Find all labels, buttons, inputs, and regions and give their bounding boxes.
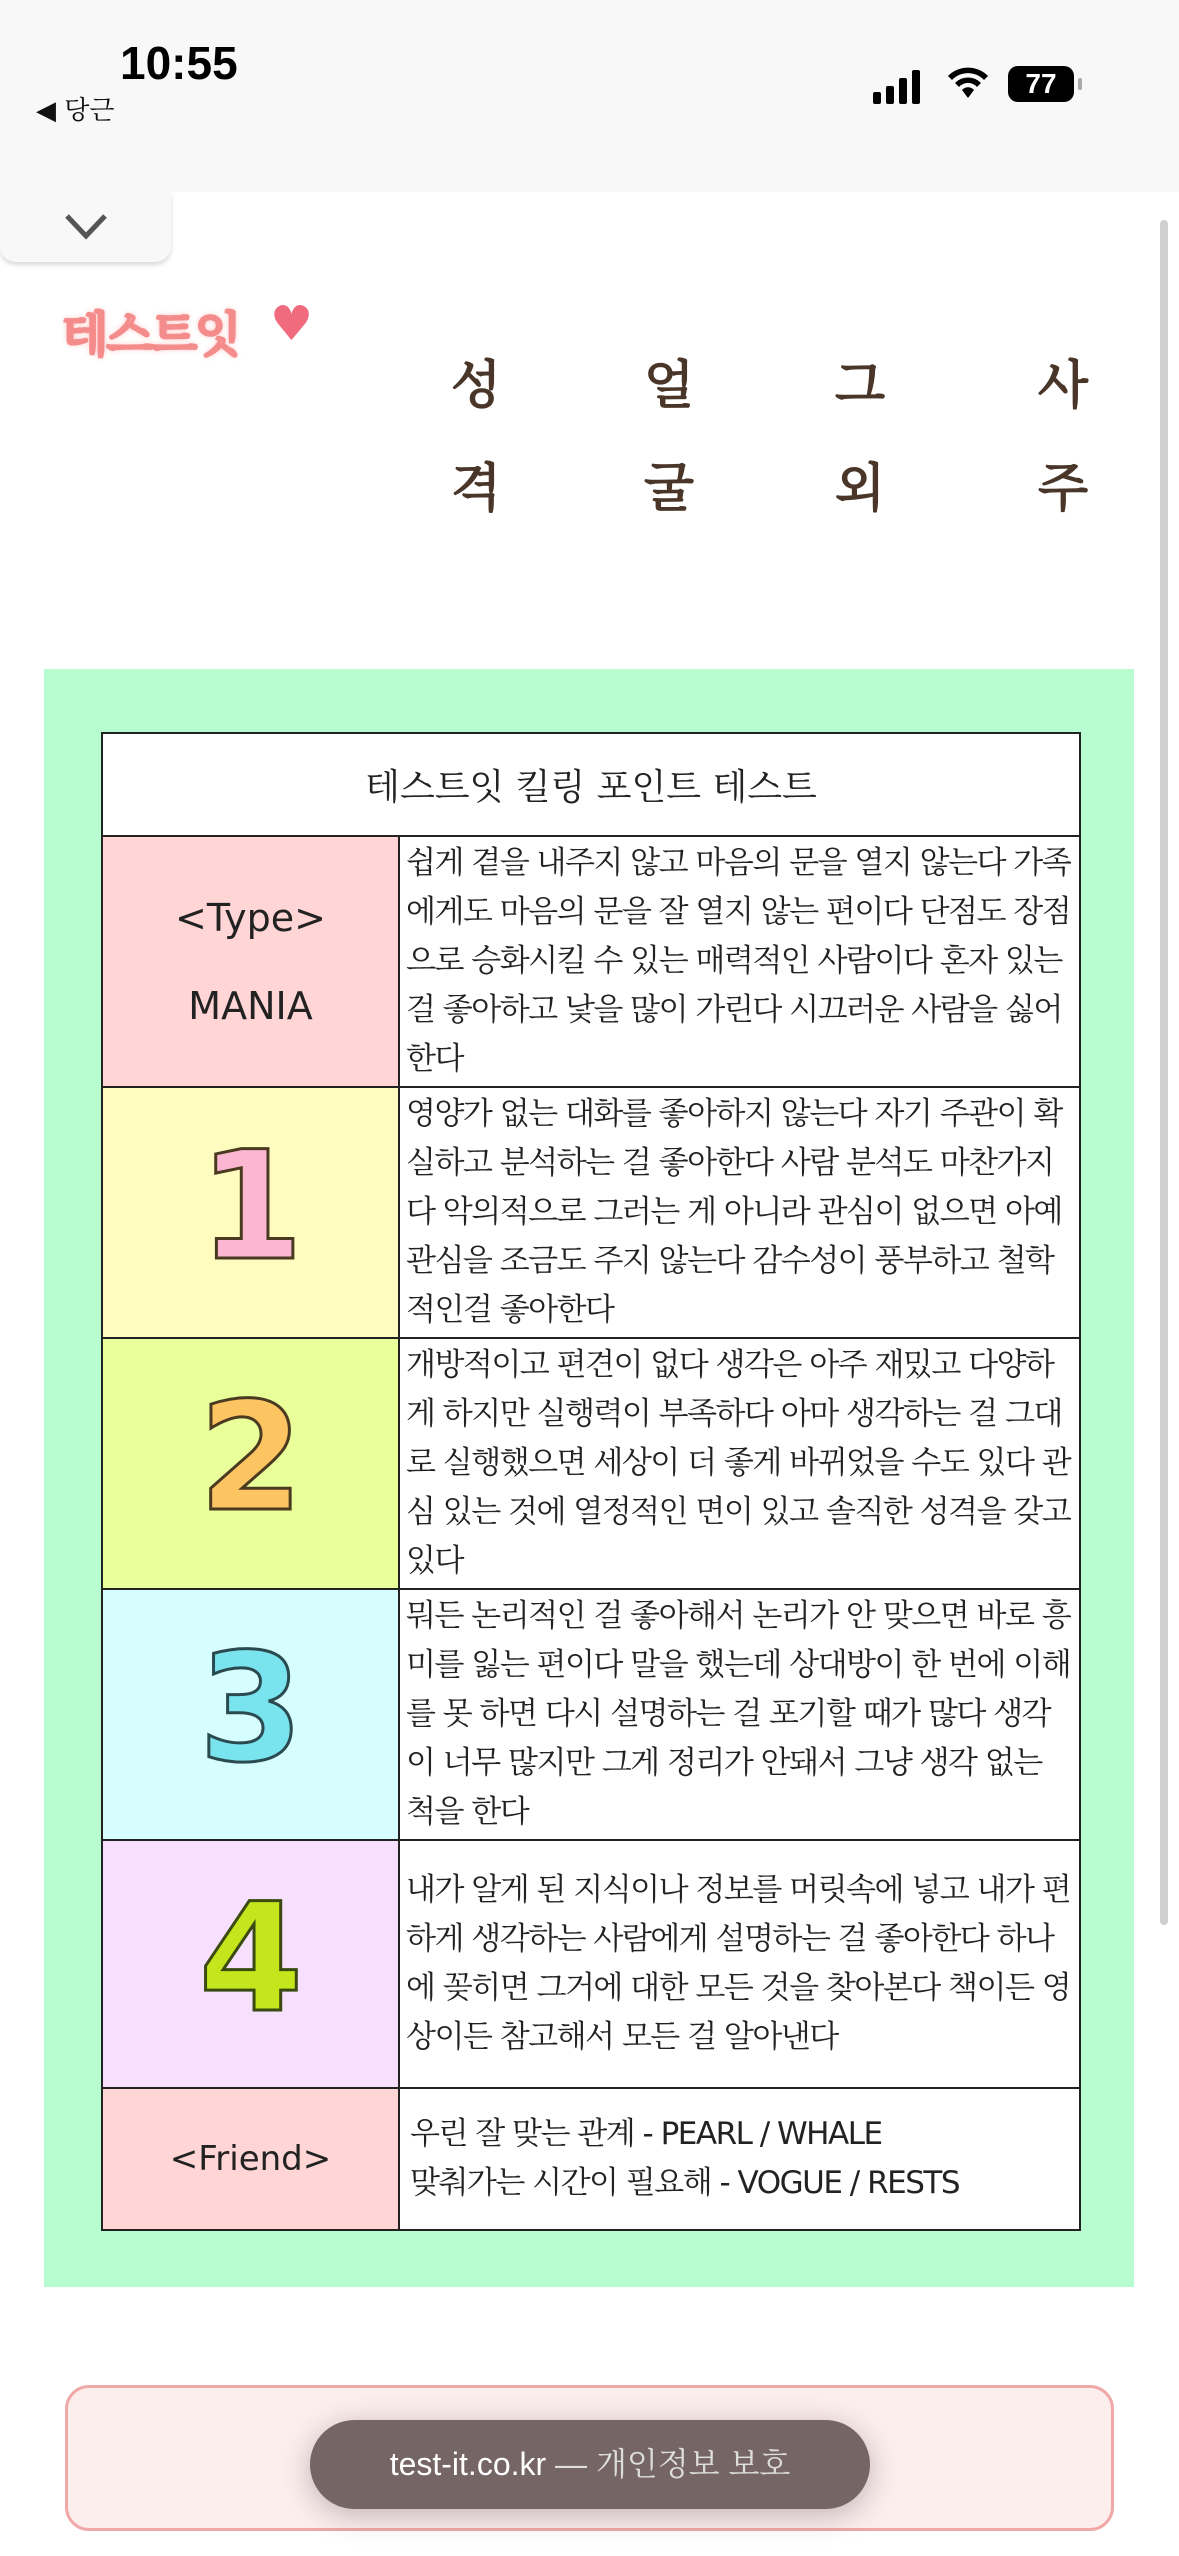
domain-text: test-it.co.kr <box>389 2446 547 2482</box>
type-label: <Type> <box>175 895 326 940</box>
wifi-icon <box>946 62 990 102</box>
nav-label: 굴 <box>643 459 695 519</box>
table-title: 테스트잇 킬링 포인트 테스트 <box>102 733 1080 836</box>
privacy-text: 개인정보 보호 <box>595 2446 791 2482</box>
separator: — <box>546 2446 596 2482</box>
chevron-down-icon <box>61 208 111 248</box>
nav-label: 얼 <box>643 356 695 416</box>
type-label-cell <box>102 836 399 1087</box>
description-cell: 쉽게 곁을 내주지 않고 마음의 문을 열지 않는다 가족에게도 마음의 문을 잘 열지 않는 편이다 단점도 장점으로 승화시킬 수 있는 매력적인 사람이다 혼자 있는 걸 좋아하고 낯을 많이 가린다 시끄러운 사람을 싫어한다 <box>399 836 1080 1087</box>
nav-personality[interactable] <box>436 335 516 541</box>
type-name: MANIA <box>188 983 313 1028</box>
site-logo[interactable]: 테스트잇 <box>62 307 240 363</box>
balloon-number-2-icon <box>102 1338 399 1589</box>
description-cell: 내가 알게 된 지식이나 정보를 머릿속에 넣고 내가 편하게 생각하는 사람에게 설명하는 걸 좋아한다 하나에 꽂히면 그거에 대한 모든 것을 찾아본다 책이든 영상이든 참고해서 모든 걸 알아낸다 <box>399 1840 1080 2088</box>
nav-fortune[interactable] <box>1023 335 1103 541</box>
description-cell: 뭐든 논리적인 걸 좋아해서 논리가 안 맞으면 바로 흥미를 잃는 편이다 말을 했는데 상대방이 한 번에 이해를 못 하면 다시 설명하는 걸 포기할 때가 많다 생각이 너무 많지만 그게 정리가 안돼서 그냥 생각 없는 척을 한다 <box>399 1589 1080 1840</box>
nav-label: 외 <box>834 459 886 519</box>
nav-label: 사 <box>1037 356 1089 416</box>
cellular-signal-icon <box>873 70 920 104</box>
scrollbar[interactable] <box>1160 220 1168 1925</box>
description-cell: 영양가 없는 대화를 좋아하지 않는다 자기 주관이 확실하고 분석하는 걸 좋아한다 사람 분석도 마찬가지다 악의적으로 그러는 게 아니라 관심이 없으면 아예 관심을 조금도 주지 않는다 감수성이 풍부하고 철학적인걸 좋아한다 <box>399 1087 1080 1338</box>
friend-cell <box>399 2088 1080 2230</box>
table-row <box>102 1840 1080 2088</box>
nav-other[interactable] <box>820 335 900 541</box>
heart-key-icon: ♥ <box>270 296 314 352</box>
back-to-app-link[interactable]: ◀ 당근 <box>36 96 115 126</box>
battery-icon: 77 <box>1008 66 1074 102</box>
friend-label: <Friend> <box>102 2088 399 2230</box>
result-table <box>101 732 1081 2231</box>
balloon-number-4-icon <box>102 1840 399 2088</box>
nav-label: 주 <box>1037 459 1089 519</box>
svg-text:3: 3 <box>200 1630 301 1790</box>
friend-match: 우린 잘 맞는 관계 - PEARL / WHALE <box>410 2116 882 2152</box>
nav-label: 그 <box>834 356 886 416</box>
table-row <box>102 1589 1080 1840</box>
nav-label: 성 <box>450 356 502 416</box>
status-bar <box>0 0 1179 192</box>
balloon-number-1-icon <box>102 1087 399 1338</box>
svg-text:4: 4 <box>198 1879 303 2040</box>
nav-face[interactable] <box>629 335 709 541</box>
url-pill[interactable] <box>310 2420 870 2509</box>
svg-text:1: 1 <box>200 1128 301 1288</box>
collapse-toolbar-button[interactable] <box>0 192 171 262</box>
nav-label: 격 <box>450 459 502 519</box>
table-row <box>102 836 1080 1087</box>
balloon-number-3-icon <box>102 1589 399 1840</box>
table-row <box>102 1087 1080 1338</box>
table-row <box>102 2088 1080 2230</box>
table-row <box>102 1338 1080 1589</box>
svg-text:2: 2 <box>200 1379 301 1539</box>
description-cell: 개방적이고 편견이 없다 생각은 아주 재밌고 다양하게 하지만 실행력이 부족하다 아마 생각하는 걸 그대로 실행했으면 세상이 더 좋게 바뀌었을 수도 있다 관심 있는 것에 열정적인 면이 있고 솔직한 성격을 갖고 있다 <box>399 1338 1080 1589</box>
clock: 10:55 <box>120 37 238 89</box>
friend-adjust: 맞춰가는 시간이 필요해 - VOGUE / RESTS <box>410 2165 959 2201</box>
